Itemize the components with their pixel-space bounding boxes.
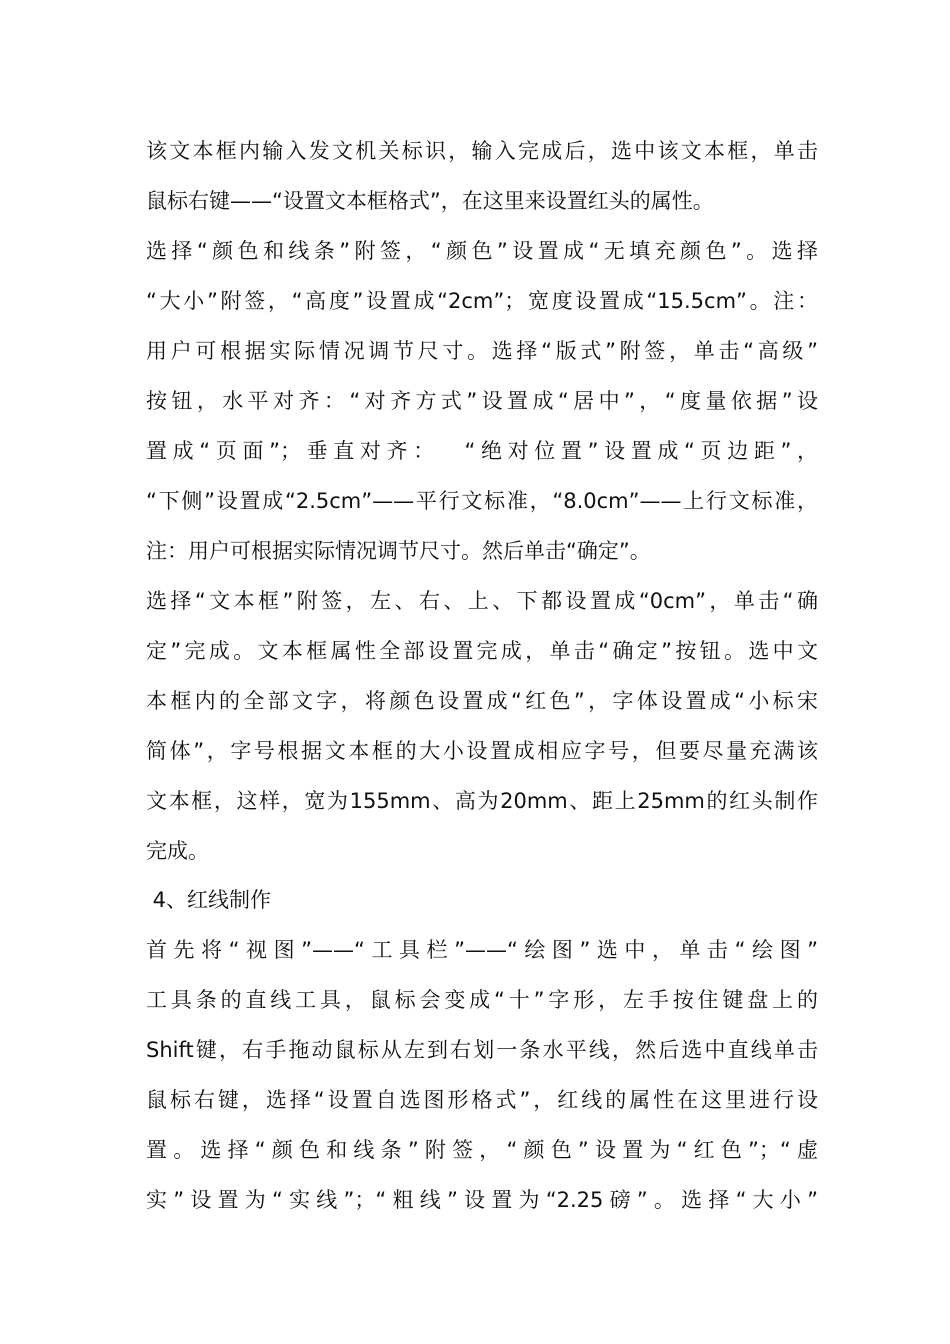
paragraph-line: 鼠标右键——“设置文本框格式”，在这里来设置红头的属性。 <box>146 189 714 213</box>
paragraph-line: 选择“文本框”附签，左、右、上、下都设置成“0cm”，单击“确 <box>146 589 818 613</box>
paragraph-line: “大小”附签，“高度”设置成“2cm”；宽度设置成“15.5cm”。注： <box>146 289 818 313</box>
paragraph-line: 按钮，水平对齐：“对齐方式”设置成“居中”，“度量依据”设 <box>146 389 818 413</box>
paragraph-line: 置成“页面”；垂直对齐： “绝对位置”设置成“页边距”， <box>146 439 818 463</box>
paragraph-line: 该文本框内输入发文机关标识，输入完成后，选中该文本框，单击 <box>146 139 818 163</box>
paragraph-line: 文本框，这样，宽为155mm、高为20mm、距上25mm的红头制作 <box>146 789 818 813</box>
paragraph-line: 鼠标右键，选择“设置自选图形格式”，红线的属性在这里进行设 <box>146 1088 818 1112</box>
paragraph-line: 定”完成。文本框属性全部设置完成，单击“确定”按钮。选中文 <box>146 639 818 663</box>
paragraph-line: 用户可根据实际情况调节尺寸。选择“版式”附签，单击“高级” <box>146 339 818 363</box>
paragraph-line: 完成。 <box>146 839 209 863</box>
paragraph-line: 注：用户可根据实际情况调节尺寸。然后单击“确定”。 <box>146 539 651 563</box>
section-heading: 4、红线制作 <box>146 888 272 912</box>
paragraph-line: 简体”，字号根据文本框的大小设置成相应字号，但要尽量充满该 <box>146 739 818 763</box>
paragraph-line: 置。选择“颜色和线条”附签，“颜色”设置为“红色”；“虚 <box>146 1138 818 1162</box>
paragraph-line: Shift键，右手拖动鼠标从左到右划一条水平线，然后选中直线单击 <box>146 1038 818 1062</box>
paragraph-line: 首先将“视图”——“工具栏”——“绘图”选中，单击“绘图” <box>146 938 818 962</box>
paragraph-line: 本框内的全部文字，将颜色设置成“红色”，字体设置成“小标宋 <box>146 689 818 713</box>
paragraph-line: 实”设置为“实线”；“粗线”设置为“2.25磅”。选择“大小” <box>146 1188 818 1212</box>
paragraph-line: 工具条的直线工具，鼠标会变成“十”字形，左手按住键盘上的 <box>146 988 818 1012</box>
paragraph-line: “下侧”设置成“2.5cm”——平行文标准，“8.0cm”——上行文标准， <box>146 489 818 513</box>
paragraph-line: 选择“颜色和线条”附签，“颜色”设置成“无填充颜色”。选择 <box>146 239 818 263</box>
